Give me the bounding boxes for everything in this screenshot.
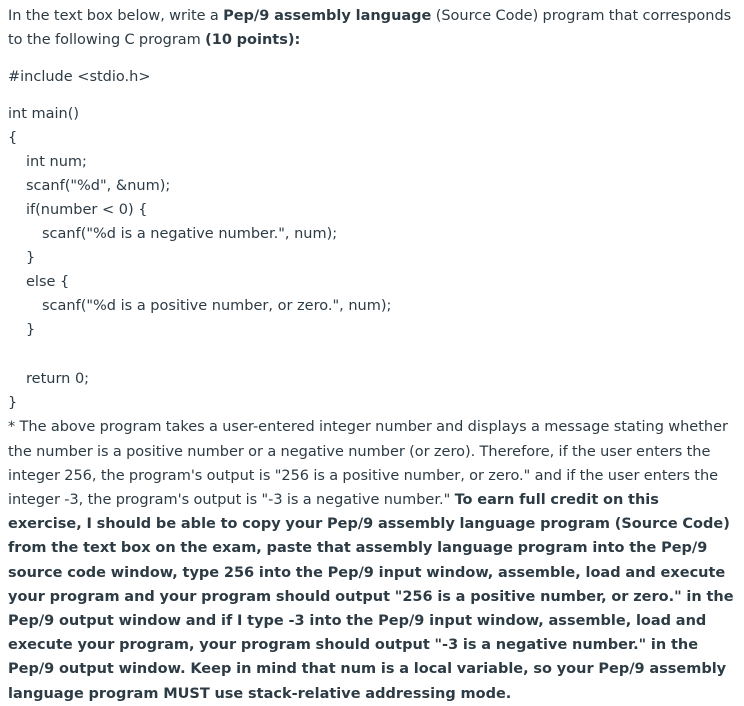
code-if: if(number < 0) { <box>26 202 148 219</box>
code-return: return 0; <box>26 371 90 388</box>
code-scanf: scanf("%d", &num); <box>26 178 171 195</box>
code-else: else { <box>26 274 70 291</box>
note-text: * The above program takes a user-entered integer number and displays a message stating whether the number is a positive number or a negative number (or zero). Therefore, if the user enters the integer 256, the program's output is "256 is a positive number, or zero." and if the user enters the integer -3, the program's output is "-3 is a negative number." <box>8 419 728 509</box>
code-declaration: int num; <box>26 154 87 171</box>
intro-paragraph <box>8 4 736 52</box>
code-include: #include <stdio.h> <box>8 69 151 86</box>
code-open-brace: { <box>8 130 18 147</box>
code-if-close: } <box>26 250 36 267</box>
code-negative-print: scanf("%d is a negative number.", num); <box>42 226 338 243</box>
intro-text: In the text box below, write a <box>8 8 224 24</box>
intro-text-2: (Source Code) program that corresponds to the following C program <box>8 8 732 49</box>
code-close-brace: } <box>8 395 18 412</box>
intro-bold-points: (10 points): <box>205 32 301 49</box>
code-else-close: } <box>26 322 36 339</box>
note-bold-requirements: To earn full credit on this exercise, I should be able to copy your Pep/9 assembly language program (Source Code) from the text box on the exam, paste that assembly language program into the Pep/9 source code window, type 256 into the Pep/9 input window, assemble, load and execute your program and your program should output "256 is a positive number, or zero." in the Pep/9 output window and if I type -3 into the Pep/9 input window, assemble, load and execute your program, your program should output "-3 is a negative number." in the Pep/9 output window. Keep in mind that num is a local variable, so your Pep/9 assembly language program MUST use stack-relative addressing mode. <box>8 492 734 702</box>
intro-bold-language: Pep/9 assembly language <box>223 8 432 24</box>
code-main-signature: int main() <box>8 106 80 123</box>
note-paragraph <box>8 415 736 705</box>
code-positive-print: scanf("%d is a positive number, or zero.", num); <box>42 298 392 315</box>
